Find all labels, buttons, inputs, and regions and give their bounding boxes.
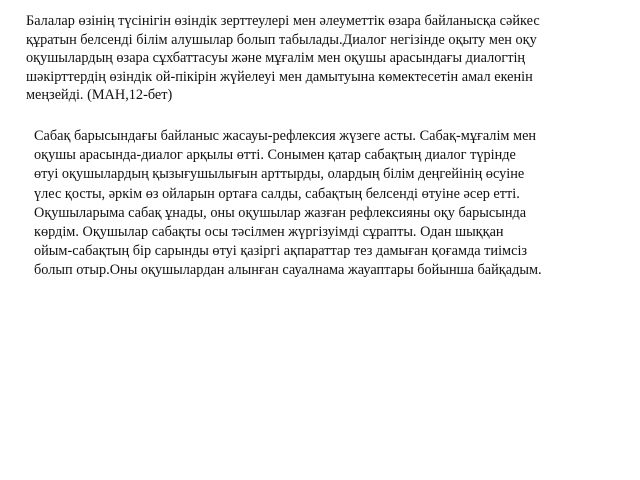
text-line: Балалар өзінің түсінігін өзіндік зерттеулері мен әлеуметтік өзара байланысқа сәйкес — [26, 13, 540, 29]
text-line: Оқушыларыма сабақ ұнады, оны оқушылар жазған рефлексияны оқу барысында — [34, 204, 527, 221]
reflection-paragraph — [34, 127, 542, 281]
text-line: меңзейді. (МАН,12-бет) — [26, 87, 173, 104]
text-line: болып отыр.Оны оқушылардан алынған сауалнама жауаптары бойынша байқадым. — [34, 262, 542, 279]
text-line: Сабақ барысындағы байланыс жасауы-рефлексия жүзеге асты. Сабақ-мұғалім мен — [34, 128, 537, 144]
text-line: оқушы арасында-диалог арқылы өтті. Сонымен қатар сабақтың диалог түрінде — [34, 147, 516, 164]
text-line: өтуі оқушылардың қызығушылығын арттырды, олардың білім деңгейінің өсуіне — [34, 166, 525, 183]
text-line: оқушылардың өзара сұхбаттасуы және мұғалім мен оқушы арасындағы диалогтің — [26, 50, 526, 67]
text-line: құратын белсенді білім алушылар болып табылады.Диалог негізінде оқыту мен оқу — [26, 31, 537, 48]
text-line: шәкірттердің өзіндік ой-пікірін жүйелеуі мен дамытуына көмектесетін амал екенін — [26, 68, 533, 85]
intro-paragraph — [26, 12, 540, 105]
text-line: көрдім. Оқушылар сабақты осы тәсілмен жүргізуімді сұрапты. Одан шыққан — [34, 224, 504, 241]
text-line: ойым-сабақтың бір сарынды өтуі қазіргі ақпараттар тез дамыған қоғамда тиімсіз — [34, 243, 528, 260]
text-line: үлес қосты, әркім өз ойларын ортаға салды, сабақтың белсенді өтуіне әсер етті. — [34, 185, 520, 202]
